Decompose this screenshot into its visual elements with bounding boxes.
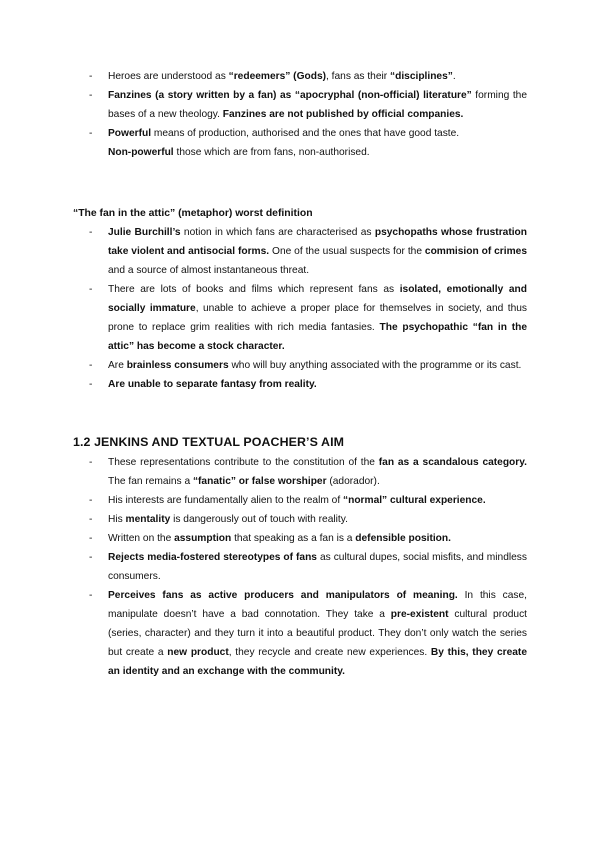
list-item: - Heroes are understood as “redeemers” (Gods), fans as their “disciplines”.	[0, 67, 600, 86]
list-item: - Powerful means of production, authorised and the ones that have good taste. Non-powerful those which are from fans, non-authorised.	[0, 124, 600, 162]
subheading: “The fan in the attic” (metaphor) worst definition	[73, 208, 313, 219]
section-jenkins	[0, 432, 600, 681]
bullet-dash: -	[89, 284, 93, 295]
bullet-dash: -	[89, 379, 93, 390]
bullet-dash: -	[89, 495, 93, 506]
bullet-dash: -	[89, 552, 93, 563]
section-gods-fans	[0, 67, 600, 162]
list-item: - Are unable to separate fantasy from reality.	[0, 375, 600, 394]
list-item: - Rejects media-fostered stereotypes of fans as cultural dupes, social misfits, and mindless consumers.	[0, 548, 600, 586]
bullet-dash: -	[89, 90, 93, 101]
bullet-dash: -	[89, 514, 93, 525]
list-item: - Are brainless consumers who will buy anything associated with the programme or its cast.	[0, 356, 600, 375]
list-item: - His mentality is dangerously out of touch with reality.	[0, 510, 600, 529]
list-item: - There are lots of books and films which represent fans as isolated, emotionally and socially immature, unable to achieve a proper place for themselves in society, and thus prone to replace grim realities with rich media fantasies. The psychopathic “fan in the attic” has become a stock character.	[0, 280, 600, 356]
bullet-dash: -	[89, 360, 93, 371]
list-item: - Perceives fans as active producers and manipulators of meaning. In this case, manipulate doesn’t have a bad connotation. They take a pre-existent cultural product (series, character) and they turn it into a beautiful product. They don’t only watch the series but create a new product, they recycle and create new experiences. By this, they create an identity and an exchange with the community.	[0, 586, 600, 681]
bullet-dash: -	[89, 128, 93, 139]
bullet-dash: -	[89, 457, 93, 468]
list-item: - His interests are fundamentally alien to the realm of “normal” cultural experience.	[0, 491, 600, 510]
list-item: - These representations contribute to the constitution of the fan as a scandalous category. The fan remains a “fanatic” or false worshiper (adorador).	[0, 453, 600, 491]
bullet-dash: -	[89, 227, 93, 238]
bullet-dash: -	[89, 533, 93, 544]
section-fan-in-the-attic	[0, 204, 600, 394]
list-item: - Written on the assumption that speaking as a fan is a defensible position.	[0, 529, 600, 548]
section-heading: 1.2 JENKINS AND TEXTUAL POACHER’S AIM	[73, 435, 345, 449]
bullet-dash: -	[89, 590, 93, 601]
list-item: - Julie Burchill’s notion in which fans are characterised as psychopaths whose frustration take violent and antisocial forms. One of the usual suspects for the commision of crimes and a source of almost instantaneous threat.	[0, 223, 600, 280]
list-item: - Fanzines (a story written by a fan) as “apocryphal (non-official) literature” forming the bases of a new theology. Fanzines are not published by official companies.	[0, 86, 600, 124]
bullet-dash: -	[89, 71, 93, 82]
